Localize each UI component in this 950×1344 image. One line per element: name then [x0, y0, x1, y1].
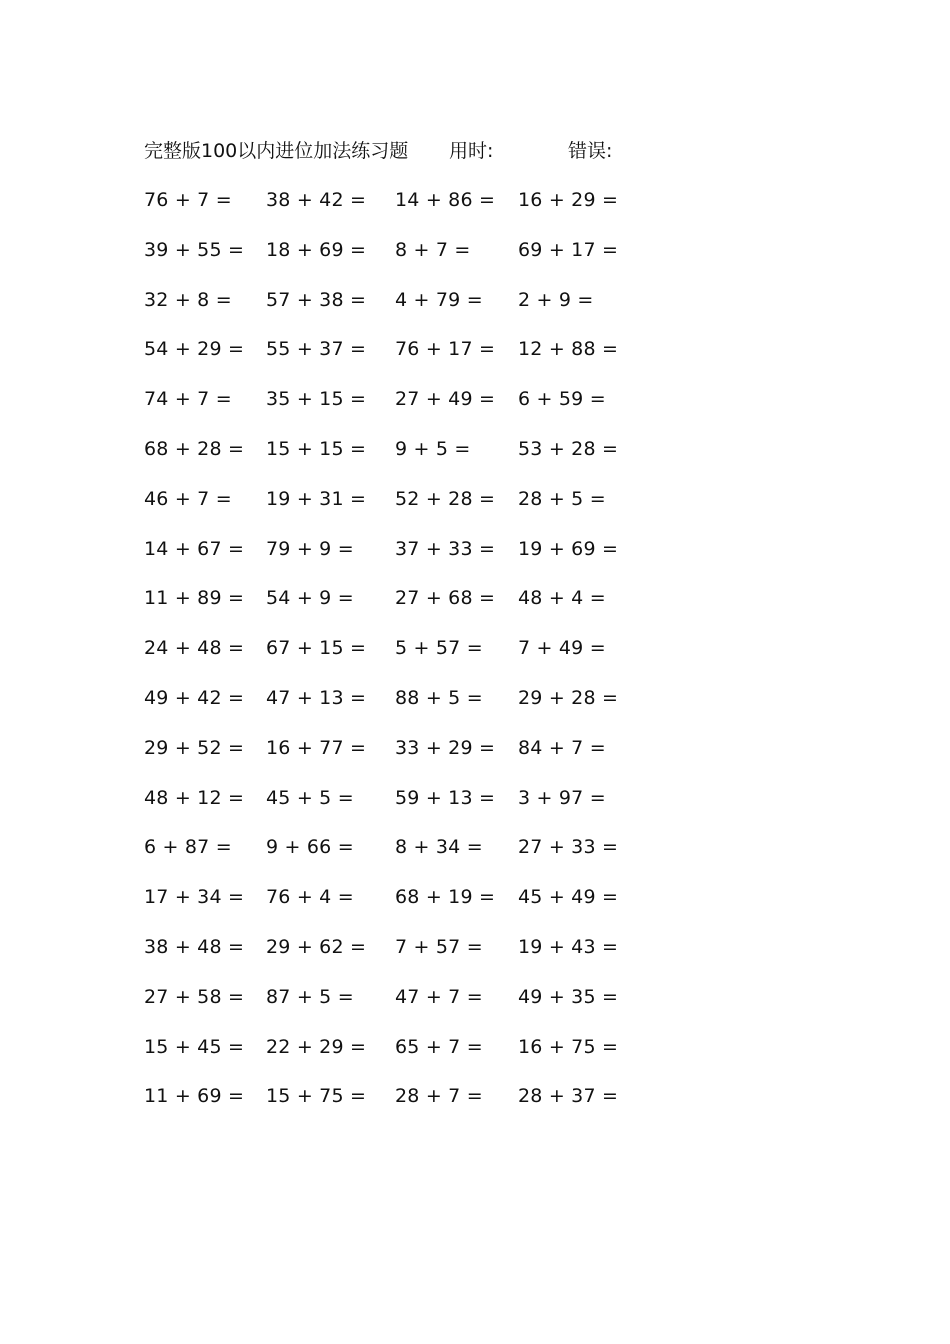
addition-problem: 27 + 49 =: [395, 388, 496, 411]
problem-row: [0, 1082, 950, 1132]
addition-problem: 88 + 5 =: [395, 686, 483, 709]
addition-problem: 68 + 19 =: [395, 886, 496, 909]
addition-problem: 48 + 12 =: [144, 786, 245, 809]
problem-row: [0, 833, 950, 883]
problem-row: [0, 983, 950, 1033]
addition-problem: 19 + 31 =: [266, 487, 367, 510]
problem-row: [0, 435, 950, 485]
addition-problem: 84 + 7 =: [518, 736, 606, 759]
addition-problem: 52 + 28 =: [395, 487, 496, 510]
problem-row: [0, 584, 950, 634]
addition-problem: 18 + 69 =: [266, 238, 367, 261]
problem-row: [0, 684, 950, 734]
problem-row: [0, 286, 950, 336]
addition-problem: 76 + 4 =: [266, 886, 354, 909]
error-count-label: 错误:: [568, 140, 613, 162]
addition-problem: 29 + 62 =: [266, 935, 367, 958]
problem-grid: [0, 186, 950, 1132]
addition-problem: 27 + 33 =: [518, 836, 619, 859]
addition-problem: 27 + 58 =: [144, 985, 245, 1008]
addition-problem: 54 + 29 =: [144, 338, 245, 361]
addition-problem: 48 + 4 =: [518, 587, 606, 610]
addition-problem: 69 + 17 =: [518, 238, 619, 261]
addition-problem: 76 + 7 =: [144, 189, 232, 211]
addition-problem: 16 + 75 =: [518, 1035, 619, 1058]
addition-problem: 19 + 43 =: [518, 935, 619, 958]
addition-problem: 37 + 33 =: [395, 537, 496, 560]
addition-problem: 2 + 9 =: [518, 288, 594, 311]
time-used-label: 用时:: [449, 140, 494, 162]
addition-problem: 7 + 57 =: [395, 935, 483, 958]
addition-problem: 76 + 17 =: [395, 338, 496, 361]
addition-problem: 49 + 42 =: [144, 686, 245, 709]
addition-problem: 6 + 59 =: [518, 388, 606, 411]
addition-problem: 74 + 7 =: [144, 388, 232, 411]
addition-problem: 47 + 7 =: [395, 985, 483, 1008]
addition-problem: 15 + 75 =: [266, 1085, 367, 1108]
addition-problem: 27 + 68 =: [395, 587, 496, 610]
addition-problem: 15 + 15 =: [266, 437, 367, 460]
addition-problem: 39 + 55 =: [144, 238, 245, 261]
problem-row: [0, 634, 950, 684]
addition-problem: 28 + 5 =: [518, 487, 606, 510]
addition-problem: 67 + 15 =: [266, 637, 367, 660]
addition-problem: 3 + 97 =: [518, 786, 606, 809]
addition-problem: 68 + 28 =: [144, 437, 245, 460]
addition-problem: 47 + 13 =: [266, 686, 367, 709]
addition-problem: 8 + 7 =: [395, 238, 471, 261]
problem-row: [0, 485, 950, 535]
addition-problem: 16 + 77 =: [266, 736, 367, 759]
addition-problem: 49 + 35 =: [518, 985, 619, 1008]
addition-problem: 17 + 34 =: [144, 886, 245, 909]
addition-problem: 53 + 28 =: [518, 437, 619, 460]
addition-problem: 24 + 48 =: [144, 637, 245, 660]
addition-problem: 45 + 5 =: [266, 786, 354, 809]
addition-problem: 33 + 29 =: [395, 736, 496, 759]
problem-row: [0, 883, 950, 933]
addition-problem: 9 + 66 =: [266, 836, 354, 859]
problem-row: [0, 335, 950, 385]
addition-problem: 9 + 5 =: [395, 437, 471, 460]
addition-problem: 7 + 49 =: [518, 637, 606, 660]
addition-problem: 5 + 57 =: [395, 637, 483, 660]
problem-row: [0, 385, 950, 435]
addition-problem: 32 + 8 =: [144, 288, 232, 311]
addition-problem: 79 + 9 =: [266, 537, 354, 560]
addition-problem: 38 + 42 =: [266, 189, 367, 211]
problem-row: [0, 734, 950, 784]
addition-problem: 46 + 7 =: [144, 487, 232, 510]
addition-problem: 8 + 34 =: [395, 836, 483, 859]
problem-row: [0, 186, 950, 236]
addition-problem: 28 + 7 =: [395, 1085, 483, 1108]
worksheet-title: 完整版100以内进位加法练习题: [144, 140, 409, 162]
problem-row: [0, 1033, 950, 1083]
addition-problem: 15 + 45 =: [144, 1035, 245, 1058]
addition-problem: 35 + 15 =: [266, 388, 367, 411]
addition-problem: 4 + 79 =: [395, 288, 483, 311]
addition-problem: 6 + 87 =: [144, 836, 232, 859]
addition-problem: 11 + 69 =: [144, 1085, 245, 1108]
addition-problem: 55 + 37 =: [266, 338, 367, 361]
addition-problem: 14 + 67 =: [144, 537, 245, 560]
problem-row: [0, 236, 950, 286]
problem-row: [0, 933, 950, 983]
addition-problem: 38 + 48 =: [144, 935, 245, 958]
addition-problem: 57 + 38 =: [266, 288, 367, 311]
addition-problem: 16 + 29 =: [518, 189, 619, 211]
addition-problem: 19 + 69 =: [518, 537, 619, 560]
addition-problem: 29 + 52 =: [144, 736, 245, 759]
problem-row: [0, 784, 950, 834]
addition-problem: 54 + 9 =: [266, 587, 354, 610]
addition-problem: 29 + 28 =: [518, 686, 619, 709]
addition-problem: 12 + 88 =: [518, 338, 619, 361]
addition-problem: 22 + 29 =: [266, 1035, 367, 1058]
addition-problem: 45 + 49 =: [518, 886, 619, 909]
addition-problem: 14 + 86 =: [395, 189, 496, 211]
addition-problem: 87 + 5 =: [266, 985, 354, 1008]
addition-problem: 11 + 89 =: [144, 587, 245, 610]
problem-row: [0, 535, 950, 585]
addition-problem: 28 + 37 =: [518, 1085, 619, 1108]
addition-problem: 65 + 7 =: [395, 1035, 483, 1058]
addition-problem: 59 + 13 =: [395, 786, 496, 809]
